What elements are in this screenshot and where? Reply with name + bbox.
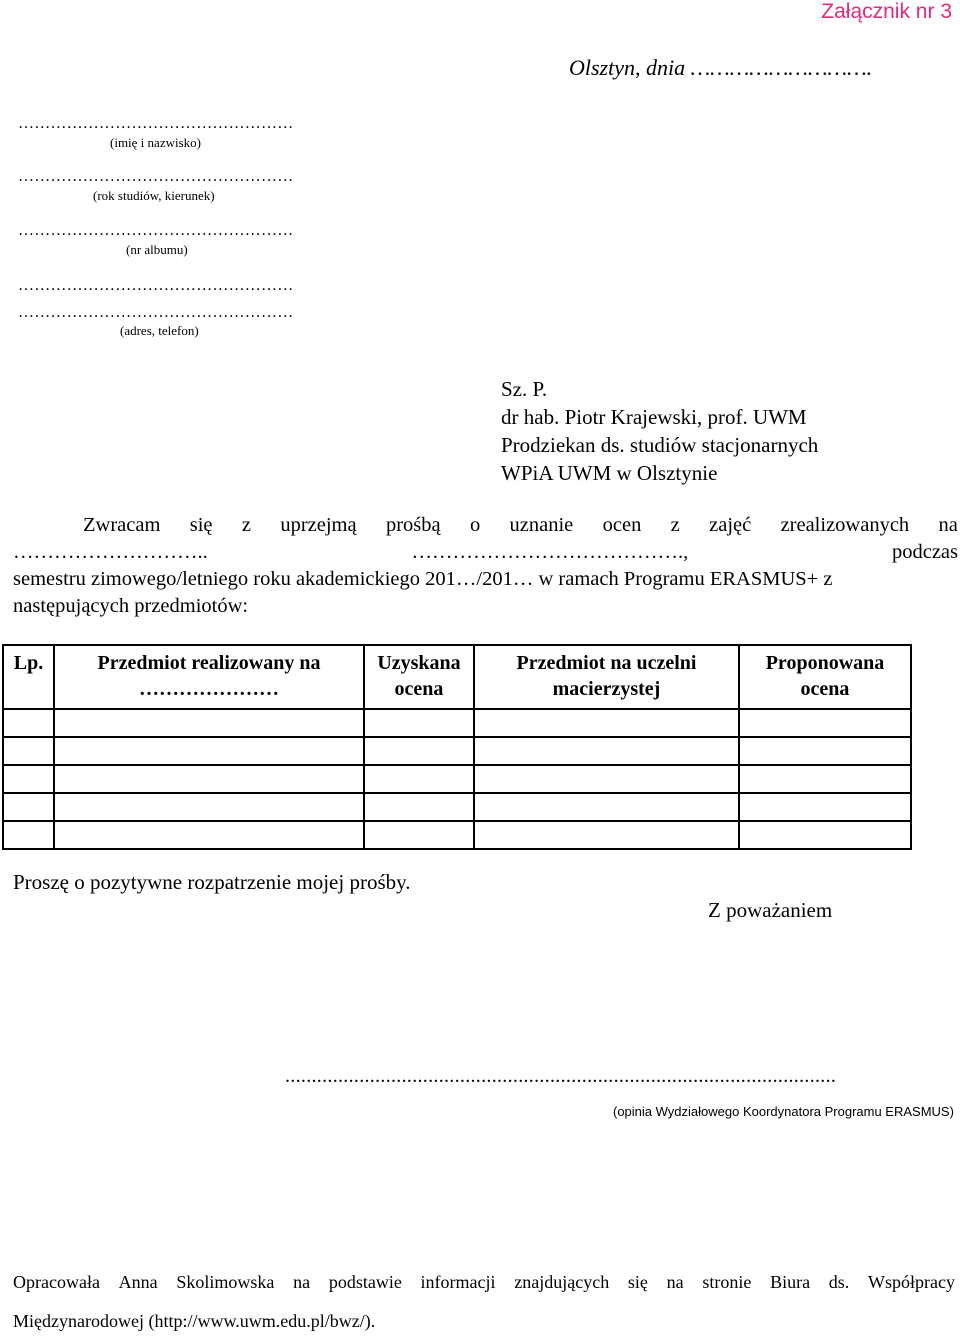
signature-dots: ........................................................................................................ — [285, 1065, 837, 1087]
table-cell[interactable] — [54, 793, 364, 821]
header-subject-home: Przedmiot na uczelni macierzystej — [474, 645, 739, 709]
footer-word: Opracowała — [13, 1272, 100, 1292]
addressee-line-3: Prodziekan ds. studiów stacjonarnych — [501, 433, 819, 457]
request-line-3: semestru zimowego/letniego roku akademickiego 201…/201… w ramach Programu ERASMUS+ z — [13, 568, 833, 590]
album-field-dots: …………………………………………… — [18, 222, 294, 239]
addressee-block — [501, 375, 818, 487]
table-cell[interactable] — [474, 821, 739, 849]
place-date-line: Olsztyn, dnia ………………………. — [569, 55, 873, 80]
request-word: się — [189, 514, 213, 536]
request-word: o — [469, 514, 481, 536]
opinion-caption: (opinia Wydziałowego Koordynatora Programu ERASMUS) — [613, 1104, 954, 1119]
table-cell[interactable] — [3, 821, 54, 849]
table-cell[interactable] — [739, 821, 911, 849]
footer-line-2: Międzynarodowej (http://www.uwm.edu.pl/bwz/). — [13, 1311, 376, 1331]
table-cell[interactable] — [474, 765, 739, 793]
header-lp: Lp. — [3, 645, 54, 709]
footer-word: informacji — [420, 1272, 496, 1292]
album-caption: (nr albumu) — [126, 242, 188, 257]
table-cell[interactable] — [364, 793, 474, 821]
courses-table — [2, 644, 912, 850]
table-row — [3, 737, 911, 765]
table-row — [3, 821, 911, 849]
table-header-row — [3, 645, 911, 709]
footer-word: stronie — [702, 1272, 752, 1292]
footer-word: Współpracy — [868, 1272, 955, 1292]
table-cell[interactable] — [54, 765, 364, 793]
table-cell[interactable] — [739, 793, 911, 821]
request-word: prośbą — [385, 514, 441, 536]
request-word: zajęć — [709, 514, 752, 536]
table-cell[interactable] — [739, 765, 911, 793]
footer-word: Biura — [770, 1272, 811, 1292]
table-cell[interactable] — [474, 737, 739, 765]
request-word: na — [938, 514, 958, 536]
table-cell[interactable] — [54, 737, 364, 765]
header-grade-obtained: Uzyskana ocena — [364, 645, 474, 709]
table-row — [3, 765, 911, 793]
request-word: Zwracam — [83, 514, 161, 536]
table-cell[interactable] — [54, 709, 364, 737]
table-cell[interactable] — [474, 709, 739, 737]
request-word: uprzejmą — [280, 514, 357, 536]
header-grade-proposed: Proponowana ocena — [739, 645, 911, 709]
footer-word: podstawie — [328, 1272, 402, 1292]
footer-word: ds. — [828, 1272, 850, 1292]
address-field-dots-1: …………………………………………… — [18, 277, 294, 294]
footer-word: znajdujących — [514, 1272, 610, 1292]
study-field-dots: …………………………………………… — [18, 168, 294, 185]
footer-word: na — [666, 1272, 684, 1292]
request-line-1 — [13, 512, 958, 539]
footer-line-1 — [13, 1263, 955, 1302]
address-caption: (adres, telefon) — [120, 323, 199, 338]
table-cell[interactable] — [3, 765, 54, 793]
addressee-line-2: dr hab. Piotr Krajewski, prof. UWM — [501, 405, 807, 429]
table-cell[interactable] — [364, 821, 474, 849]
attachment-label: Załącznik nr 3 — [821, 0, 952, 23]
table-cell[interactable] — [3, 737, 54, 765]
table-cell[interactable] — [54, 821, 364, 849]
footer-note — [13, 1263, 955, 1341]
request-line-4: następujących przedmiotów: — [13, 595, 249, 617]
table-cell[interactable] — [739, 737, 911, 765]
footer-word: Skolimowska — [176, 1272, 275, 1292]
table-cell[interactable] — [364, 765, 474, 793]
request-word: uznanie — [509, 514, 574, 536]
name-field-dots: …………………………………………… — [18, 115, 294, 132]
addressee-line-1: Sz. P. — [501, 377, 548, 401]
request-word: podczas — [891, 541, 958, 563]
closing-request: Proszę o pozytywne rozpatrzenie mojej prośby. — [13, 870, 411, 894]
university-dots: ……………………….. — [13, 541, 208, 563]
name-caption: (imię i nazwisko) — [110, 135, 201, 150]
table-cell[interactable] — [3, 793, 54, 821]
country-dots: …………………………………., — [411, 541, 689, 563]
study-caption: (rok studiów, kierunek) — [93, 188, 215, 203]
table-cell[interactable] — [364, 709, 474, 737]
table-row — [3, 793, 911, 821]
request-word: ocen — [602, 514, 642, 536]
header-subject-abroad: Przedmiot realizowany na ………………… — [54, 645, 364, 709]
address-field-dots-2: …………………………………………… — [18, 304, 294, 321]
table-row — [3, 709, 911, 737]
addressee-line-4: WPiA UWM w Olsztynie — [501, 461, 718, 485]
table-cell[interactable] — [364, 737, 474, 765]
request-line-2 — [13, 539, 958, 566]
request-paragraph — [13, 512, 958, 620]
footer-word: się — [627, 1272, 648, 1292]
footer-word: na — [293, 1272, 311, 1292]
regards: Z poważaniem — [708, 898, 833, 922]
footer-word: Anna — [118, 1272, 158, 1292]
table-cell[interactable] — [739, 709, 911, 737]
request-word: z — [241, 514, 251, 536]
request-word: z — [670, 514, 680, 536]
table-cell[interactable] — [474, 793, 739, 821]
table-cell[interactable] — [3, 709, 54, 737]
request-word: zrealizowanych — [780, 514, 910, 536]
